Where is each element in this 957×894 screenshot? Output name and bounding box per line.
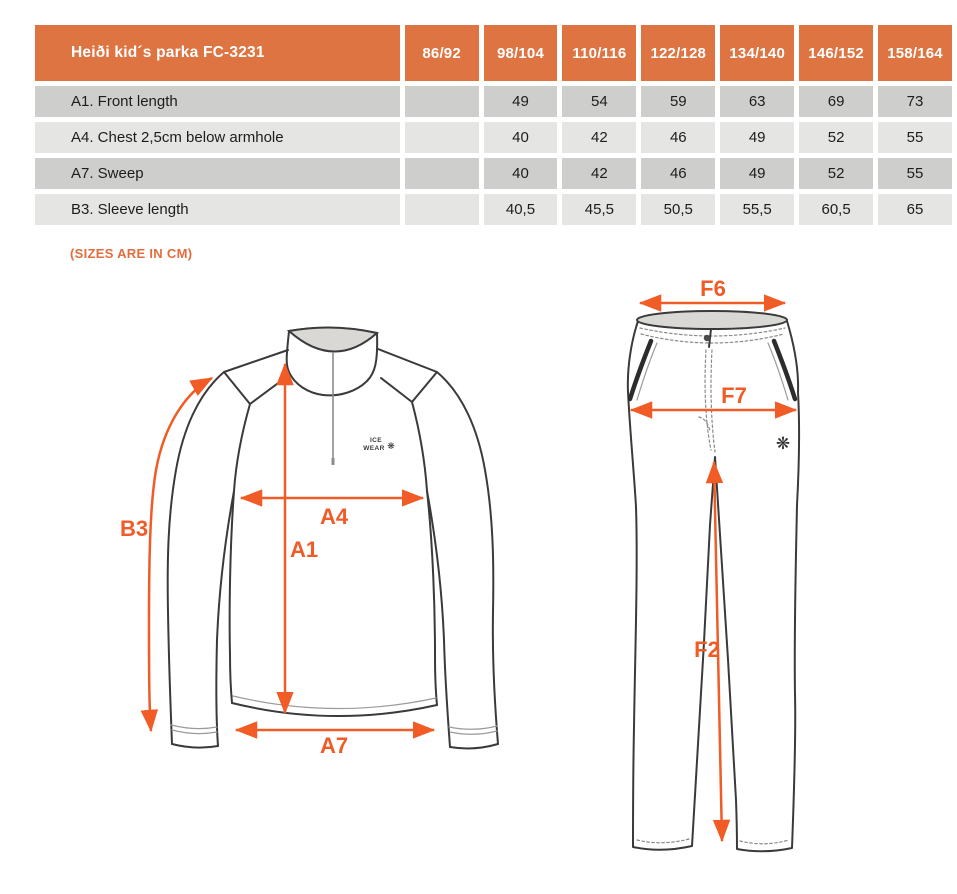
size-value-cell: 55	[878, 158, 952, 189]
size-value-cell: 42	[562, 158, 636, 189]
size-value-cell: 49	[484, 86, 558, 117]
icewear-logo-text: WEAR	[363, 445, 385, 452]
pants-drawing	[628, 276, 799, 851]
label-a4: A4	[319, 504, 349, 529]
icewear-logo-text: ICE	[369, 437, 383, 444]
size-value-cell: 54	[562, 86, 636, 117]
row-label: A4. Chest 2,5cm below armhole	[35, 122, 400, 153]
size-value-cell: 55,5	[720, 194, 794, 225]
sweater-raglan-seam-right	[412, 402, 427, 491]
pants-silhouette	[628, 321, 799, 851]
size-value-cell: 49	[720, 122, 794, 153]
size-column-header: 122/128	[641, 25, 715, 81]
size-value-cell: 45,5	[562, 194, 636, 225]
sweater-cuff-right	[450, 744, 498, 748]
size-column-header: 158/164	[878, 25, 952, 81]
size-column-header: 146/152	[799, 25, 873, 81]
sweater-body-left-edge	[230, 491, 234, 703]
size-value-cell: 49	[720, 158, 794, 189]
size-column-header: 134/140	[720, 25, 794, 81]
row-label: A1. Front length	[35, 86, 400, 117]
size-value-cell: 42	[562, 122, 636, 153]
row-label: A7. Sweep	[35, 158, 400, 189]
size-value-cell: 50,5	[641, 194, 715, 225]
pants-fly-stitch	[699, 350, 715, 452]
size-value-cell: 55	[878, 122, 952, 153]
size-value-cell: 65	[878, 194, 952, 225]
size-value-cell: 40	[484, 158, 558, 189]
snowflake-icon: ❋	[387, 442, 395, 452]
size-value-cell: 40	[484, 122, 558, 153]
size-value-cell: 46	[641, 122, 715, 153]
label-a1: A1	[289, 537, 319, 562]
sweater-cuff-right-seam	[449, 726, 497, 734]
pants-button	[704, 335, 710, 341]
units-note: (SIZES ARE IN CM)	[70, 246, 193, 261]
size-value-cell: 52	[799, 158, 873, 189]
label-f7: F7	[721, 383, 747, 408]
size-value-cell: 60,5	[799, 194, 873, 225]
sweater-collar-opening	[289, 327, 377, 351]
sweater-raglan-seam-left	[234, 404, 250, 491]
size-value-cell: 73	[878, 86, 952, 117]
size-column-header: 110/116	[562, 25, 636, 81]
sweater-hem-seam	[233, 696, 436, 709]
sweater-cuff-left-seam	[171, 725, 217, 734]
size-value-cell: 69	[799, 86, 873, 117]
sweater-yoke-left	[224, 350, 288, 404]
size-column-header: 98/104	[484, 25, 558, 81]
size-value-cell: 40,5	[484, 194, 558, 225]
size-value-cell: 63	[720, 86, 794, 117]
arrow-b3-sleeve-length	[149, 378, 212, 731]
sweater-yoke-right	[378, 349, 437, 402]
snowflake-icon: ❋	[775, 434, 791, 454]
size-value-cell: 52	[799, 122, 873, 153]
pants-waistband-stitch	[640, 328, 785, 343]
sweater-drawing	[120, 327, 498, 758]
row-label: B3. Sleeve length	[35, 194, 400, 225]
sweater-hem	[232, 703, 437, 716]
label-f2: F2	[694, 637, 720, 662]
size-column-header: 86/92	[405, 25, 479, 81]
pants-waist-opening	[637, 311, 787, 329]
table-title: Heiði kid´s parka FC-3231	[35, 25, 400, 81]
size-value-cell: 46	[641, 158, 715, 189]
pants-hem-stitch	[637, 839, 789, 844]
label-b3: B3	[119, 516, 149, 541]
sweater-cuff-left	[172, 744, 218, 748]
label-a7: A7	[319, 733, 349, 758]
label-f6: F6	[700, 276, 726, 301]
size-value-cell: 59	[641, 86, 715, 117]
